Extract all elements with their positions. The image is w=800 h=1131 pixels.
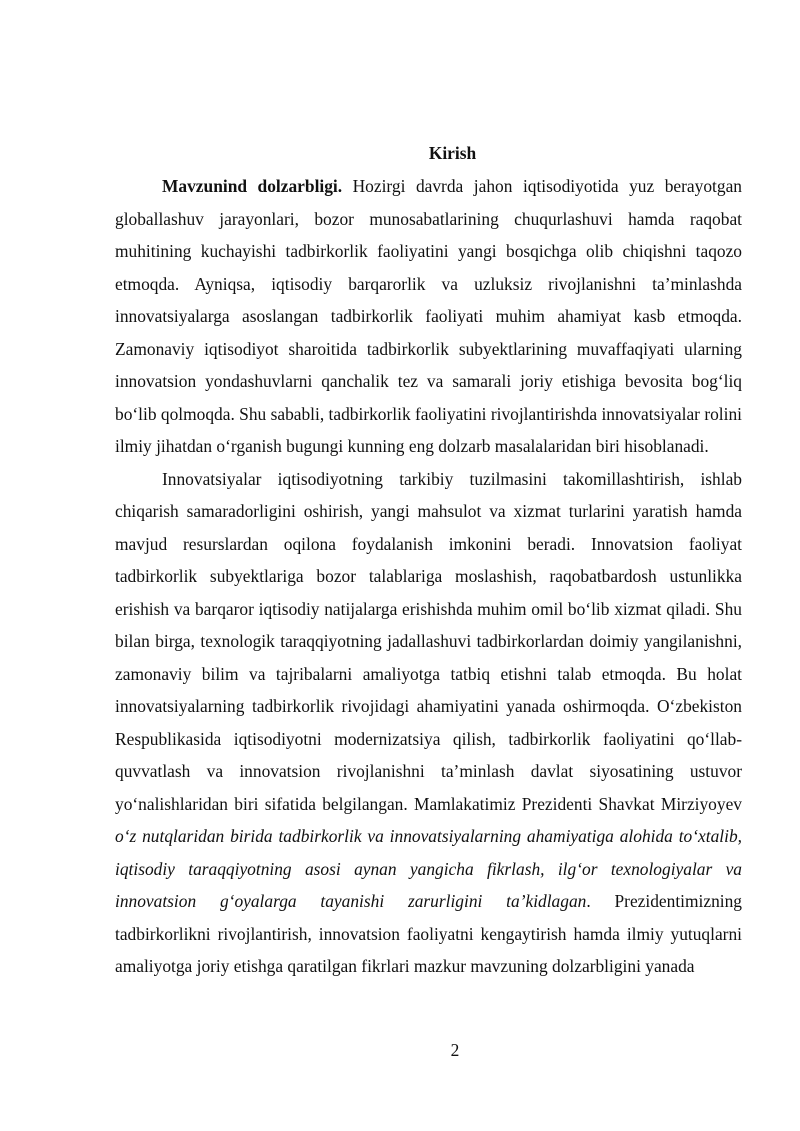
page-number: 2 [450, 1040, 460, 1060]
paragraph-relevance [115, 170, 742, 463]
section-heading: Kirish [428, 143, 477, 163]
paragraph-italic-quote: o‘z nutqlaridan birida tadbirkorlik va innovatsiyalarning ahamiyatiga alohida to‘xtalib, iqtisodiy taraqqiyotning asosi aynan yangicha fikrlash, ilg‘or texnologiyalar va innovatsion g‘oyalarga tayanishi zarurligini ta’kidlagan [115, 826, 742, 911]
paragraph-text: Innovatsiyalar iqtisodiyotning tarkibiy tuzilmasini takomillashtirish, ishlab chiqarish samaradorligini oshirish, yangi mahsulot va xizmat turlarini yaratish hamda mavjud resurslardan oqilona foydalanish imkonini beradi. Innovatsion faoliyat tadbirkorlik subyektlariga bozor talablariga moslashish, raqobatbardosh ustunlikka erishish va barqaror iqtisodiy natijalarga erishishda muhim omil bo‘lib xizmat qiladi. Shu bilan birga, texnologik taraqqiyotning jadallashuvi tadbirkorlardan doimiy yangilanishni, zamonaviy bilim va tajribalarni amaliyotga tatbiq etishni talab etmoqda. Bu holat innovatsiyalarning tadbirkorlik rivojidagi ahamiyatini yanada oshirmoqda. O‘zbekiston Respublikasida iqtisodiyotni modernizatsiya qilish, tadbirkorlik faoliyatini qo‘llab-quvvatlash va innovatsion rivojlanishni ta’minlash davlat siyosatining ustuvor yo‘nalishlaridan biri sifatida belgilangan. Mamlakatimiz Prezidenti Shavkat Mirziyoyev [115, 468, 742, 814]
paragraph-lead-bold: Mavzunind dolzarbligi. [162, 176, 343, 196]
paragraph-tail: . Prezidentimizning tadbirkorlikni rivojlantirish, innovatsion faoliyatni kengaytirish hamda ilmiy yutuqlarni amaliyotga joriy etishga qaratilgan fikrlari mazkur mavzuning dolzarbligini yanada [115, 891, 742, 976]
body-text [115, 170, 742, 983]
paragraph-text: Hozirgi davrda jahon iqtisodiyotida yuz berayotgan globallashuv jarayonlari, bozor munosabatlarining chuqurlashuvi hamda raqobat muhitining kuchayishi tadbirkorlik faoliyatini yangi bosqichga olib chiqishni taqozo etmoqda. Ayniqsa, iqtisodiy barqarorlik va uzluksiz rivojlanishni ta’minlashda innovatsiyalarga asoslangan tadbirkorlik faoliyati muhim ahamiyat kasb etmoqda. Zamonaviy iqtisodiyot sharoitida tadbirkorlik subyektlarining muvaffaqiyati ularning innovatsion yondashuvlarni qanchalik tez va samarali joriy etishiga bevosita bog‘liq bo‘lib qolmoqda. Shu sababli, tadbirkorlik faoliyatini rivojlantirishda innovatsiyalar rolini ilmiy jihatdan o‘rganish bugungi kunning eng dolzarb masalalaridan biri hisoblanadi. [115, 176, 742, 456]
paragraph-innovations [115, 463, 742, 983]
